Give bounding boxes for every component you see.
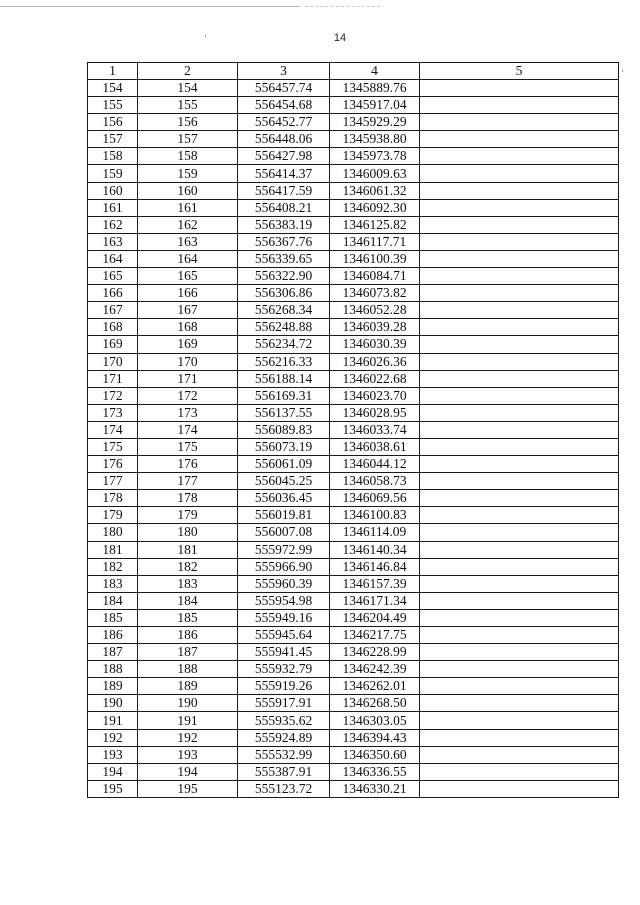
point-id-cell: 182	[138, 558, 238, 575]
y-coordinate-cell: 1346073.82	[330, 285, 420, 302]
point-number-cell: 156	[88, 114, 138, 131]
point-id-cell: 166	[138, 285, 238, 302]
point-id-cell: 191	[138, 712, 238, 729]
point-id-cell: 189	[138, 678, 238, 695]
x-coordinate-cell: 556452.77	[238, 114, 330, 131]
table-row	[88, 661, 619, 678]
point-id-cell: 188	[138, 661, 238, 678]
point-number-cell: 177	[88, 473, 138, 490]
note-cell	[420, 268, 619, 285]
note-cell	[420, 592, 619, 609]
x-coordinate-cell: 555532.99	[238, 746, 330, 763]
table-row	[88, 490, 619, 507]
scan-edge-line	[0, 6, 300, 7]
x-coordinate-cell: 555966.90	[238, 558, 330, 575]
column-header: 3	[238, 63, 330, 80]
x-coordinate-cell: 556169.31	[238, 387, 330, 404]
x-coordinate-cell: 556448.06	[238, 131, 330, 148]
table-row	[88, 524, 619, 541]
point-number-cell: 183	[88, 575, 138, 592]
y-coordinate-cell: 1346028.95	[330, 404, 420, 421]
point-id-cell: 175	[138, 438, 238, 455]
x-coordinate-cell: 556007.08	[238, 524, 330, 541]
table-header-row	[88, 63, 619, 80]
y-coordinate-cell: 1345917.04	[330, 97, 420, 114]
point-id-cell: 184	[138, 592, 238, 609]
point-id-cell: 163	[138, 233, 238, 250]
point-id-cell: 194	[138, 763, 238, 780]
point-number-cell: 180	[88, 524, 138, 541]
x-coordinate-cell: 556216.33	[238, 353, 330, 370]
point-number-cell: 178	[88, 490, 138, 507]
point-number-cell: 159	[88, 165, 138, 182]
y-coordinate-cell: 1346336.55	[330, 763, 420, 780]
note-cell	[420, 558, 619, 575]
point-number-cell: 168	[88, 319, 138, 336]
table-row	[88, 268, 619, 285]
point-id-cell: 183	[138, 575, 238, 592]
x-coordinate-cell: 556045.25	[238, 473, 330, 490]
x-coordinate-cell: 556188.14	[238, 370, 330, 387]
note-cell	[420, 285, 619, 302]
x-coordinate-cell: 555919.26	[238, 678, 330, 695]
point-number-cell: 174	[88, 421, 138, 438]
y-coordinate-cell: 1346061.32	[330, 182, 420, 199]
y-coordinate-cell: 1346039.28	[330, 319, 420, 336]
note-cell	[420, 644, 619, 661]
point-id-cell: 187	[138, 644, 238, 661]
y-coordinate-cell: 1346330.21	[330, 780, 420, 797]
x-coordinate-cell: 556306.86	[238, 285, 330, 302]
page-number: 14	[333, 32, 347, 44]
point-id-cell: 177	[138, 473, 238, 490]
note-cell	[420, 165, 619, 182]
table-row	[88, 80, 619, 97]
table-row	[88, 182, 619, 199]
note-cell	[420, 370, 619, 387]
x-coordinate-cell: 556089.83	[238, 421, 330, 438]
note-cell	[420, 490, 619, 507]
x-coordinate-cell: 556417.59	[238, 182, 330, 199]
table-row	[88, 746, 619, 763]
point-number-cell: 166	[88, 285, 138, 302]
point-id-cell: 158	[138, 148, 238, 165]
note-cell	[420, 780, 619, 797]
y-coordinate-cell: 1346303.05	[330, 712, 420, 729]
note-cell	[420, 456, 619, 473]
point-id-cell: 159	[138, 165, 238, 182]
point-number-cell: 158	[88, 148, 138, 165]
column-header: 2	[138, 63, 238, 80]
table-row	[88, 712, 619, 729]
note-cell	[420, 609, 619, 626]
y-coordinate-cell: 1346058.73	[330, 473, 420, 490]
point-id-cell: 162	[138, 216, 238, 233]
note-cell	[420, 131, 619, 148]
y-coordinate-cell: 1346140.34	[330, 541, 420, 558]
y-coordinate-cell: 1346033.74	[330, 421, 420, 438]
note-cell	[420, 763, 619, 780]
point-number-cell: 185	[88, 609, 138, 626]
point-number-cell: 155	[88, 97, 138, 114]
table-row	[88, 592, 619, 609]
note-cell	[420, 575, 619, 592]
y-coordinate-cell: 1346350.60	[330, 746, 420, 763]
point-id-cell: 178	[138, 490, 238, 507]
note-cell	[420, 216, 619, 233]
note-cell	[420, 678, 619, 695]
note-cell	[420, 421, 619, 438]
point-id-cell: 179	[138, 507, 238, 524]
point-number-cell: 186	[88, 627, 138, 644]
x-coordinate-cell: 556383.19	[238, 216, 330, 233]
point-number-cell: 193	[88, 746, 138, 763]
table-row	[88, 678, 619, 695]
note-cell	[420, 729, 619, 746]
y-coordinate-cell: 1346023.70	[330, 387, 420, 404]
y-coordinate-cell: 1346125.82	[330, 216, 420, 233]
x-coordinate-cell: 555935.62	[238, 712, 330, 729]
point-number-cell: 165	[88, 268, 138, 285]
x-coordinate-cell: 556322.90	[238, 268, 330, 285]
y-coordinate-cell: 1346100.39	[330, 250, 420, 267]
note-cell	[420, 80, 619, 97]
table-row	[88, 729, 619, 746]
point-number-cell: 172	[88, 387, 138, 404]
note-cell	[420, 507, 619, 524]
note-cell	[420, 199, 619, 216]
x-coordinate-cell: 555924.89	[238, 729, 330, 746]
x-coordinate-cell: 555960.39	[238, 575, 330, 592]
x-coordinate-cell: 555941.45	[238, 644, 330, 661]
note-cell	[420, 114, 619, 131]
point-id-cell: 181	[138, 541, 238, 558]
point-number-cell: 181	[88, 541, 138, 558]
point-id-cell: 161	[138, 199, 238, 216]
table-row	[88, 438, 619, 455]
point-id-cell: 155	[138, 97, 238, 114]
y-coordinate-cell: 1346146.84	[330, 558, 420, 575]
point-id-cell: 165	[138, 268, 238, 285]
x-coordinate-cell: 556367.76	[238, 233, 330, 250]
x-coordinate-cell: 556408.21	[238, 199, 330, 216]
y-coordinate-cell: 1346009.63	[330, 165, 420, 182]
table-row	[88, 370, 619, 387]
table-row	[88, 695, 619, 712]
scan-speck	[622, 70, 623, 72]
table-row	[88, 165, 619, 182]
column-header: 1	[88, 63, 138, 80]
x-coordinate-cell: 555932.79	[238, 661, 330, 678]
point-id-cell: 173	[138, 404, 238, 421]
point-number-cell: 175	[88, 438, 138, 455]
note-cell	[420, 746, 619, 763]
note-cell	[420, 661, 619, 678]
point-number-cell: 179	[88, 507, 138, 524]
x-coordinate-cell: 556019.81	[238, 507, 330, 524]
table-row	[88, 250, 619, 267]
x-coordinate-cell: 555972.99	[238, 541, 330, 558]
x-coordinate-cell: 555123.72	[238, 780, 330, 797]
x-coordinate-cell: 556454.68	[238, 97, 330, 114]
note-cell	[420, 302, 619, 319]
point-id-cell: 156	[138, 114, 238, 131]
note-cell	[420, 695, 619, 712]
point-id-cell: 154	[138, 80, 238, 97]
point-number-cell: 169	[88, 336, 138, 353]
point-number-cell: 170	[88, 353, 138, 370]
x-coordinate-cell: 556268.34	[238, 302, 330, 319]
coordinates-table	[87, 62, 619, 798]
x-coordinate-cell: 555945.64	[238, 627, 330, 644]
point-id-cell: 171	[138, 370, 238, 387]
note-cell	[420, 250, 619, 267]
table-row	[88, 336, 619, 353]
table-row	[88, 541, 619, 558]
point-number-cell: 192	[88, 729, 138, 746]
note-cell	[420, 404, 619, 421]
y-coordinate-cell: 1345929.29	[330, 114, 420, 131]
x-coordinate-cell: 556457.74	[238, 80, 330, 97]
y-coordinate-cell: 1346092.30	[330, 199, 420, 216]
table-row	[88, 644, 619, 661]
point-id-cell: 190	[138, 695, 238, 712]
table-row	[88, 97, 619, 114]
point-id-cell: 185	[138, 609, 238, 626]
point-id-cell: 170	[138, 353, 238, 370]
y-coordinate-cell: 1345889.76	[330, 80, 420, 97]
point-number-cell: 191	[88, 712, 138, 729]
table-row	[88, 148, 619, 165]
column-header: 4	[330, 63, 420, 80]
note-cell	[420, 712, 619, 729]
point-number-cell: 157	[88, 131, 138, 148]
x-coordinate-cell: 555387.91	[238, 763, 330, 780]
table-row	[88, 609, 619, 626]
note-cell	[420, 319, 619, 336]
note-cell	[420, 438, 619, 455]
point-number-cell: 167	[88, 302, 138, 319]
point-number-cell: 160	[88, 182, 138, 199]
x-coordinate-cell: 556061.09	[238, 456, 330, 473]
point-number-cell: 154	[88, 80, 138, 97]
table-row	[88, 780, 619, 797]
point-id-cell: 180	[138, 524, 238, 541]
x-coordinate-cell: 555917.91	[238, 695, 330, 712]
point-id-cell: 160	[138, 182, 238, 199]
x-coordinate-cell: 556137.55	[238, 404, 330, 421]
table-row	[88, 319, 619, 336]
y-coordinate-cell: 1346022.68	[330, 370, 420, 387]
scan-edge-line	[305, 6, 380, 7]
table-row	[88, 507, 619, 524]
point-number-cell: 162	[88, 216, 138, 233]
note-cell	[420, 473, 619, 490]
y-coordinate-cell: 1346394.43	[330, 729, 420, 746]
column-header: 5	[420, 63, 619, 80]
note-cell	[420, 541, 619, 558]
y-coordinate-cell: 1346114.09	[330, 524, 420, 541]
point-number-cell: 171	[88, 370, 138, 387]
point-number-cell: 187	[88, 644, 138, 661]
note-cell	[420, 97, 619, 114]
note-cell	[420, 387, 619, 404]
point-number-cell: 189	[88, 678, 138, 695]
point-id-cell: 193	[138, 746, 238, 763]
note-cell	[420, 627, 619, 644]
table-row	[88, 763, 619, 780]
point-number-cell: 182	[88, 558, 138, 575]
table-row	[88, 233, 619, 250]
point-id-cell: 195	[138, 780, 238, 797]
table-row	[88, 285, 619, 302]
y-coordinate-cell: 1346217.75	[330, 627, 420, 644]
table-row	[88, 114, 619, 131]
y-coordinate-cell: 1346171.34	[330, 592, 420, 609]
table-row	[88, 456, 619, 473]
note-cell	[420, 182, 619, 199]
point-number-cell: 176	[88, 456, 138, 473]
table-row	[88, 627, 619, 644]
x-coordinate-cell: 556414.37	[238, 165, 330, 182]
y-coordinate-cell: 1346204.49	[330, 609, 420, 626]
y-coordinate-cell: 1346262.01	[330, 678, 420, 695]
note-cell	[420, 336, 619, 353]
y-coordinate-cell: 1346228.99	[330, 644, 420, 661]
y-coordinate-cell: 1345973.78	[330, 148, 420, 165]
x-coordinate-cell: 555954.98	[238, 592, 330, 609]
y-coordinate-cell: 1346044.12	[330, 456, 420, 473]
y-coordinate-cell: 1345938.80	[330, 131, 420, 148]
point-id-cell: 172	[138, 387, 238, 404]
x-coordinate-cell: 556427.98	[238, 148, 330, 165]
table-row	[88, 421, 619, 438]
table-row	[88, 473, 619, 490]
table-row	[88, 216, 619, 233]
point-number-cell: 188	[88, 661, 138, 678]
x-coordinate-cell: 556073.19	[238, 438, 330, 455]
point-id-cell: 176	[138, 456, 238, 473]
table-row	[88, 558, 619, 575]
y-coordinate-cell: 1346242.39	[330, 661, 420, 678]
point-number-cell: 173	[88, 404, 138, 421]
note-cell	[420, 524, 619, 541]
y-coordinate-cell: 1346100.83	[330, 507, 420, 524]
y-coordinate-cell: 1346030.39	[330, 336, 420, 353]
point-id-cell: 174	[138, 421, 238, 438]
point-id-cell: 192	[138, 729, 238, 746]
point-id-cell: 157	[138, 131, 238, 148]
point-id-cell: 164	[138, 250, 238, 267]
y-coordinate-cell: 1346084.71	[330, 268, 420, 285]
table-row	[88, 404, 619, 421]
note-cell	[420, 148, 619, 165]
point-number-cell: 184	[88, 592, 138, 609]
point-number-cell: 163	[88, 233, 138, 250]
point-number-cell: 190	[88, 695, 138, 712]
note-cell	[420, 353, 619, 370]
x-coordinate-cell: 556339.65	[238, 250, 330, 267]
table-row	[88, 575, 619, 592]
table-body	[88, 63, 619, 798]
table-row	[88, 387, 619, 404]
point-id-cell: 186	[138, 627, 238, 644]
y-coordinate-cell: 1346268.50	[330, 695, 420, 712]
point-id-cell: 169	[138, 336, 238, 353]
table-row	[88, 353, 619, 370]
table-row	[88, 302, 619, 319]
point-id-cell: 168	[138, 319, 238, 336]
point-number-cell: 161	[88, 199, 138, 216]
y-coordinate-cell: 1346069.56	[330, 490, 420, 507]
note-cell	[420, 233, 619, 250]
y-coordinate-cell: 1346038.61	[330, 438, 420, 455]
x-coordinate-cell: 556248.88	[238, 319, 330, 336]
x-coordinate-cell: 556234.72	[238, 336, 330, 353]
x-coordinate-cell: 556036.45	[238, 490, 330, 507]
y-coordinate-cell: 1346026.36	[330, 353, 420, 370]
table-row	[88, 131, 619, 148]
point-number-cell: 195	[88, 780, 138, 797]
point-id-cell: 167	[138, 302, 238, 319]
point-number-cell: 164	[88, 250, 138, 267]
y-coordinate-cell: 1346117.71	[330, 233, 420, 250]
x-coordinate-cell: 555949.16	[238, 609, 330, 626]
y-coordinate-cell: 1346157.39	[330, 575, 420, 592]
y-coordinate-cell: 1346052.28	[330, 302, 420, 319]
point-number-cell: 194	[88, 763, 138, 780]
table-row	[88, 199, 619, 216]
